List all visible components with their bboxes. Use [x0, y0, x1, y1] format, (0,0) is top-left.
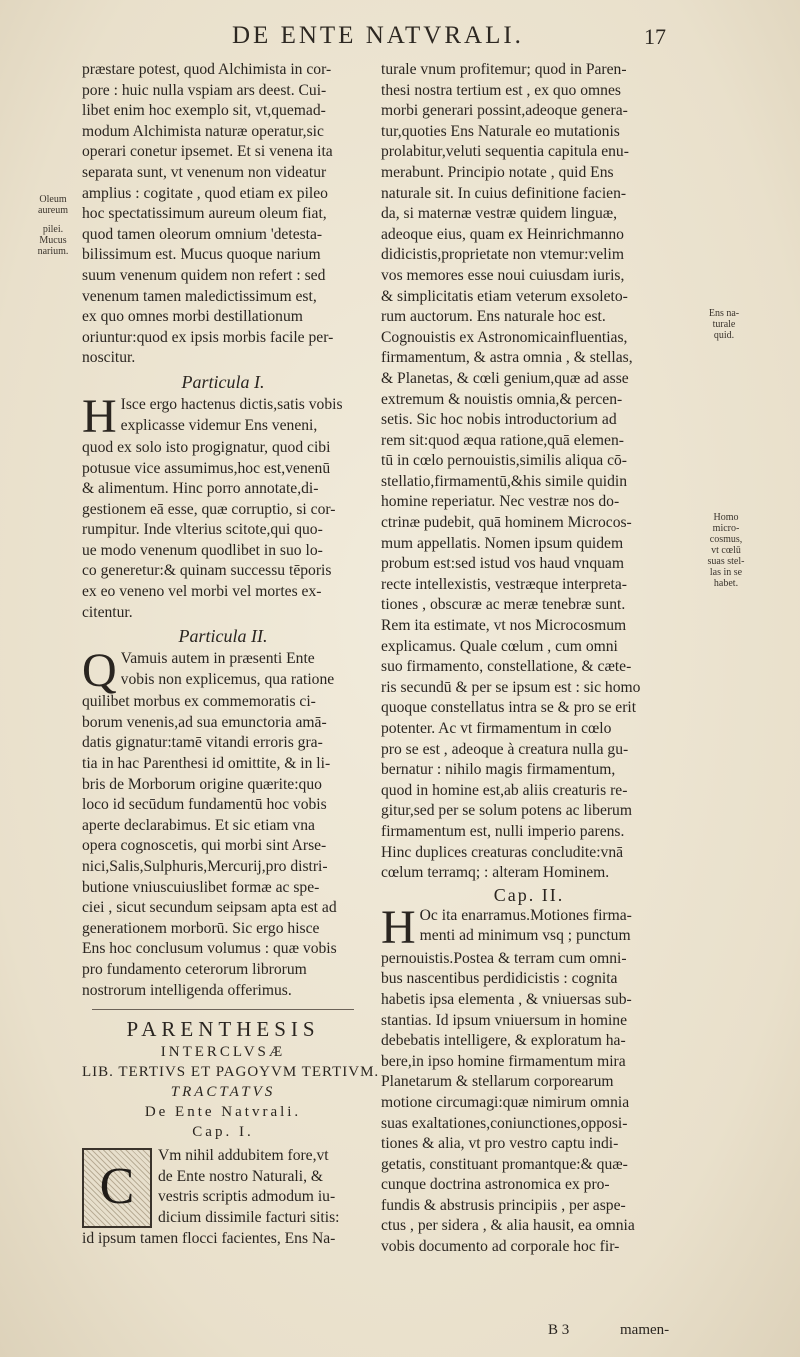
- text-line: Rem ita estimate, vt nos Microcosmum: [381, 617, 627, 635]
- text-line: explicamus. Quale cœlum , cum omni: [381, 637, 618, 655]
- text-line: præstare potest, quod Alchimista in cor-: [82, 61, 332, 78]
- text-line: butione vniuscuiuslibet formæ ac spe-: [82, 878, 320, 896]
- text-line: bere,in ipso homine firmamentum mira: [381, 1052, 626, 1070]
- margin-note-line: micro-: [712, 523, 740, 534]
- margin-note-line: vt cœlū: [711, 545, 741, 556]
- text-line: debebatis intelligere, & exploratum ha-: [381, 1032, 626, 1050]
- text-line: quilibet morbus ex commemoratis ci-: [82, 693, 316, 711]
- text-line: probum est:sed istud vos haud vnquam: [381, 555, 624, 573]
- text-line: suo firmamento, constellatione, & cæte-: [381, 658, 632, 676]
- text-line: oriuntur:quod ex ipsis morbis facile per-: [82, 328, 334, 346]
- text-line: rem sit:quod æqua ratione,quā elemen-: [381, 431, 624, 449]
- text-line: explicasse videmur Ens veneni,: [120, 416, 318, 434]
- margin-note-line: narium.: [37, 246, 69, 257]
- text-line: generationem morborū. Sic ergo hisce: [82, 919, 320, 937]
- text-line: potusue vice assumimus,hoc est,venenū: [82, 459, 331, 477]
- text-line: tia in hac Parenthesi id omittite, & in li-: [82, 755, 331, 773]
- treatise-title: De Ente Natvrali.: [144, 1104, 302, 1121]
- margin-note-line: turale: [712, 319, 736, 330]
- paragraph: [381, 60, 677, 884]
- book-title-block: [82, 1016, 380, 1142]
- text-line: habetis ipsa elementa , & vniuersas sub-: [381, 990, 632, 1008]
- paragraph: [82, 644, 364, 1001]
- text-line: Ens hoc conclusum volumus : quæ vobis: [82, 940, 337, 958]
- text-line: Isce ergo hactenus dictis,satis vobis: [120, 395, 343, 413]
- text-line: ciei , sicut secundum seipsam apta est ad: [82, 899, 337, 917]
- margin-note-line: Oleum: [39, 194, 67, 205]
- page-number: 17: [644, 24, 666, 49]
- woodcut-initial: [82, 1148, 152, 1228]
- text-line: firmamentum, & astra omnia , & stellas,: [381, 349, 633, 367]
- text-line: Vm nihil addubitem fore,vt: [158, 1147, 329, 1165]
- text-line: cœlum terramq; : alteram Hominem.: [381, 864, 610, 882]
- text-line: noscitur.: [82, 349, 136, 367]
- text-line: amplius : cogitate , quod etiam ex pileo: [82, 184, 328, 202]
- text-line: turale vnum profitemur; quod in Paren-: [381, 61, 627, 78]
- text-line: co generetur:& quinam successu tēporis: [82, 562, 332, 580]
- text-line: & simplicitatis etiam veterum exsoleto-: [381, 287, 628, 305]
- right-column: [381, 60, 677, 1258]
- text-line: venenum tamen maledictissimum est,: [82, 287, 317, 305]
- margin-note-line: Homo: [713, 512, 739, 523]
- text-line: Cognouistis ex Astronomicainfluentias,: [381, 328, 628, 346]
- text-line: morbi generari possint,adeoque genera-: [381, 102, 628, 120]
- text-line: menti ad minimum vsq ; punctum: [419, 927, 631, 945]
- catchword: mamen-: [620, 1322, 670, 1338]
- text-line: ctrinæ pudebit, quā hominem Microcos-: [381, 514, 632, 532]
- text-line: tiones , obscuræ ac meræ tenebræ sunt.: [381, 596, 626, 614]
- margin-note-line: Mucus: [39, 235, 67, 246]
- text-line: da, si maternæ vestræ quidem linguæ,: [381, 205, 618, 223]
- margin-note-oleum: [28, 194, 78, 257]
- margin-note-line: las in se: [709, 567, 743, 578]
- text-line: setis. Sic hoc nobis introductorium ad: [381, 411, 617, 429]
- text-line: vobis documento ad corporale hoc fir-: [381, 1238, 620, 1256]
- text-line: bris de Morborum origine quærite:quo: [82, 775, 322, 793]
- text-line: ex eo veneno vel morbi vel mortes ex-: [82, 583, 322, 601]
- text-line: recte intellexistis, vestræque interpreta-: [381, 575, 627, 593]
- text-line: loco id secūdum fundamentū hoc vobis: [82, 796, 327, 814]
- text-line: quod tamen oleorum omnium 'detesta-: [82, 225, 323, 243]
- text-line: suas exaltationes,coniunctiones,opposi-: [381, 1114, 628, 1132]
- margin-note-line: Ens na-: [708, 308, 740, 319]
- text-line: suum venenum quidem non refert : sed: [82, 266, 326, 284]
- text-line: vos memores esse noui cuiusdam iuris,: [381, 266, 625, 284]
- text-line: firmamentum est, nulli imperio parens.: [381, 822, 625, 840]
- text-line: prolabitur,veluti sequentia capitula enu-: [381, 143, 629, 161]
- text-line: pro fundamento ceterorum librorum: [82, 960, 307, 978]
- text-line: & alimentum. Hinc porro annotate,di-: [82, 480, 319, 498]
- text-line: extremum & nouistis omnia,& percen-: [381, 390, 623, 408]
- text-line: libet enim hoc exemplo sit, vt,quemad-: [82, 102, 326, 120]
- text-line: separata sunt, vt venenum non videatur: [82, 163, 327, 181]
- paragraph: [82, 1146, 364, 1249]
- drop-cap: Q: [82, 644, 117, 698]
- text-line: opera cognoscetis, qui morbi sint Arse-: [82, 837, 327, 855]
- text-line: pore : huic nulla vspiam ars deest. Cui-: [82, 81, 327, 99]
- text-line: Hinc duplices creaturas concludite:vnā: [381, 843, 624, 861]
- text-line: nici,Salis,Sulphuris,Mercurij,pro distri-: [82, 858, 328, 875]
- woodcut-letter: C: [99, 1158, 135, 1216]
- left-column: [82, 60, 380, 1249]
- text-line: vestris scriptis admodum iu-: [158, 1188, 336, 1206]
- text-line: nostrorum intelligenda offerimus.: [82, 981, 292, 999]
- text-line: rum auctorum. Ens naturale hoc est.: [381, 308, 606, 326]
- parenthesis-subtitle: INTERCLVSÆ: [160, 1044, 286, 1061]
- text-line: quod in homine est,ab aliis creaturis re-: [381, 781, 628, 799]
- text-line: dicium dissimile facturi sitis:: [158, 1208, 340, 1226]
- signature-mark: B 3: [548, 1322, 570, 1338]
- text-line: bernatur : nihilo magis firmamentum,: [381, 761, 616, 779]
- text-line: modum Alchimista naturæ operatur,sic: [82, 122, 324, 140]
- text-line: pernouistis.Postea & terram cum omni-: [381, 949, 627, 967]
- text-line: tur,quoties Ens Naturale eo mutationis: [381, 122, 620, 140]
- paragraph: [82, 389, 364, 623]
- text-line: stantias. Id ipsum vniuersum in homine: [381, 1011, 628, 1029]
- text-line: fundis & abstrusis principiis , per aspe-: [381, 1196, 626, 1214]
- text-line: operari conetur ipsemet. Et si venena ita: [82, 143, 333, 161]
- parenthesis-title: PARENTHESIS: [126, 1017, 320, 1042]
- text-line: naturale sit. In cuius definitione facien-: [381, 184, 627, 202]
- text-line: ue modo venenum quodlibet in suo lo-: [82, 541, 323, 559]
- paragraph: [381, 900, 677, 1258]
- text-line: rumpitur. Inde vlterius scitote,qui quo-: [82, 521, 323, 539]
- text-line: datis gignatur:tamē vitandi erroris gra-: [82, 734, 323, 752]
- text-line: Vamuis autem in præsenti Ente: [120, 650, 315, 668]
- text-line: ex quo omnes morbi destillationum: [82, 308, 303, 326]
- text-line: mum appellatis. Nomen ipsum quidem: [381, 534, 624, 552]
- chapter-heading: Cap. II.: [493, 884, 565, 905]
- text-line: gestionem eā esse, quæ corruptio, si cor-: [82, 500, 336, 518]
- margin-note-line: aureum: [38, 205, 68, 216]
- text-line: aperte declarabimus. Et sic etiam vna: [82, 816, 315, 834]
- margin-note-line: habet.: [713, 578, 739, 589]
- text-line: potenter. Ac vt firmamentum in cœlo: [381, 720, 612, 737]
- book-label: LIB. TERTIVS ET PAGOYVM TERTIVM.: [82, 1064, 380, 1081]
- text-line: motione circumagi:quæ nimirum omnia: [381, 1093, 630, 1111]
- text-line: de Ente nostro Naturali, &: [158, 1167, 323, 1185]
- text-line: tū in cœlo pernouistis,similis aliqua cō-: [381, 452, 628, 470]
- text-line: citentur.: [82, 603, 133, 621]
- drop-cap: H: [381, 900, 416, 954]
- margin-note-ens-naturale: [700, 308, 748, 341]
- paragraph: [82, 60, 364, 369]
- text-line: bilissimum est. Mucus quoque narium: [82, 246, 321, 264]
- divider: [92, 1009, 354, 1010]
- chapter-label: Cap. I.: [192, 1124, 254, 1141]
- tractatus-label: TRACTATVS: [170, 1084, 276, 1101]
- text-line: hoc spectatissimum aureum oleum fiat,: [82, 205, 327, 223]
- text-line: cunque doctrina astronomica ex pro-: [381, 1176, 610, 1194]
- text-line: bus nascentibus perdidicistis : cognita: [381, 970, 618, 988]
- drop-cap: H: [82, 389, 117, 443]
- text-line: adeoque eius, quam ex Heinrichmanno: [381, 225, 624, 243]
- text-line: id ipsum tamen flocci facientes, Ens Na-: [82, 1229, 336, 1247]
- text-line: merabunt. Principio notate , quid Ens: [381, 163, 614, 181]
- text-line: homine reperiatur. Nec vestræ nos do-: [381, 493, 620, 511]
- section-heading: Particula II.: [178, 626, 268, 647]
- margin-note-line: suas stel-: [707, 556, 745, 567]
- text-line: quoque constellatus intra se & pro se erit: [381, 699, 637, 717]
- text-line: gitur,sed per se solum potens ac liberum: [381, 802, 632, 820]
- text-line: ctus , per sidera , & alia hausit, ea omnia: [381, 1217, 635, 1235]
- text-line: quod ex solo isto progignatur, quod cibi: [82, 438, 331, 456]
- margin-note-line: cosmus,: [709, 534, 743, 545]
- running-head: DE ENTE NATVRALI.: [232, 22, 524, 49]
- text-line: Oc ita enarramus.Motiones firma-: [419, 906, 632, 924]
- text-line: pro se est , adeoque à creatura nulla gu-: [381, 740, 629, 758]
- text-line: Planetarum & stellarum corporearum: [381, 1073, 614, 1091]
- text-line: stellatio,firmamentū,&his simile quidin: [381, 472, 628, 490]
- text-line: tiones & alia, vt pro vestro captu indi-: [381, 1135, 619, 1153]
- section-heading: Particula I.: [181, 371, 265, 392]
- text-line: didicistis,proprietate non vtemur:velim: [381, 246, 624, 264]
- text-line: & Planetas, & cœli genium,quæ ad asse: [381, 369, 629, 387]
- text-line: ris secundū & per se ipsum est : sic homo: [381, 678, 641, 696]
- margin-note-line: pilei.: [42, 224, 64, 235]
- margin-note-microcosmus: [702, 512, 750, 589]
- margin-note-line: quid.: [713, 330, 735, 341]
- text-line: borum venenis,ad sua emunctoria amā-: [82, 713, 327, 731]
- text-line: getatis, constituant promantque:& quæ-: [381, 1155, 628, 1173]
- text-line: thesi nostra tertium est , ex quo omnes: [381, 81, 621, 99]
- text-line: vobis non explicemus, qua ratione: [120, 670, 335, 688]
